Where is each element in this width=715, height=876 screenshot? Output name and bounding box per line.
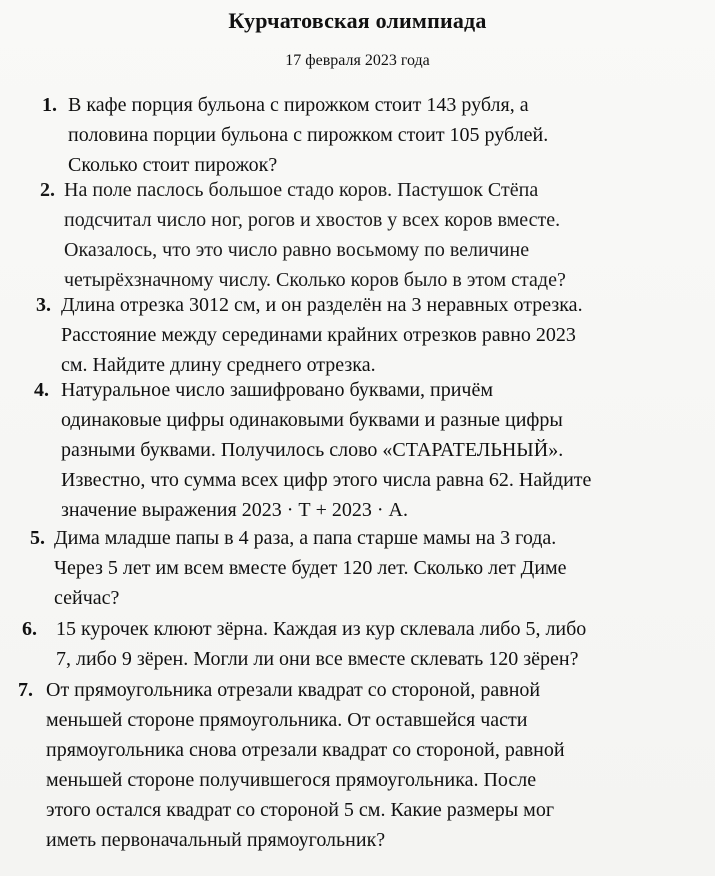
problem-number: 4. xyxy=(34,379,49,401)
problem-text: На поле паслось большое стадо коров. Пастушок Стёпа подсчитал число ног, рогов и хвостов у всех коров вместе. Оказалось, что это число равно восьмому по величине четырёхзначному числу. Сколько коров было в этом стаде? xyxy=(64,179,566,291)
problem-6 xyxy=(22,614,702,674)
document-date: 17 февраля 2023 года xyxy=(285,52,430,69)
problem-text: От прямоугольника отрезали квадрат со стороной, равной меньшей стороне прямоугольника. От оставшейся части прямоугольника снова отрезали квадрат со стороной, равной меньшей стороне получившегося прямоугольника. После этого остался квадрат со стороной 5 см. Какие размеры мог иметь первоначальный прямоугольник? xyxy=(46,679,565,851)
problem-4 xyxy=(34,375,704,525)
problem-text: Натуральное число зашифровано буквами, причём одинаковые цифры одинаковыми буквами и разные цифры разными буквами. Получилось слово «СТАРАТЕЛЬНЫЙ». Известно, что сумма всех цифр этого числа равна 62. Найдите значение выражения 2023 · Т + 2023 · А. xyxy=(61,379,592,521)
problem-number: 7. xyxy=(18,679,33,701)
problem-text: В кафе порция бульона с пирожком стоит 143 рубля, а половина порции бульона с пирожком стоит 105 рублей. Сколько стоит пирожок? xyxy=(68,94,549,176)
problem-2 xyxy=(40,175,690,295)
problem-5 xyxy=(30,523,710,613)
problem-3 xyxy=(36,290,696,380)
document-title: Курчатовская олимпиада xyxy=(228,8,487,33)
problem-1 xyxy=(42,90,682,180)
problem-number: 5. xyxy=(30,527,45,549)
problem-text: 15 курочек клюют зёрна. Каждая из кур склевала либо 5, либо 7, либо 9 зёрен. Могли ли они все вместе склевать 120 зёрен? xyxy=(56,618,587,670)
problem-text: Длина отрезка 3012 см, и он разделён на 3 неравных отрезка. Расстояние между серединами крайних отрезков равно 2023 см. Найдите длину среднего отрезка. xyxy=(61,294,583,376)
problem-number: 6. xyxy=(22,618,37,640)
problem-number: 3. xyxy=(36,294,51,316)
problem-number: 2. xyxy=(40,179,55,201)
problem-text: Дима младше папы в 4 раза, а папа старше мамы на 3 года. Через 5 лет им всем вместе будет 120 лет. Сколько лет Диме сейчас? xyxy=(54,527,567,609)
problem-number: 1. xyxy=(42,94,57,116)
problem-7 xyxy=(18,675,708,855)
